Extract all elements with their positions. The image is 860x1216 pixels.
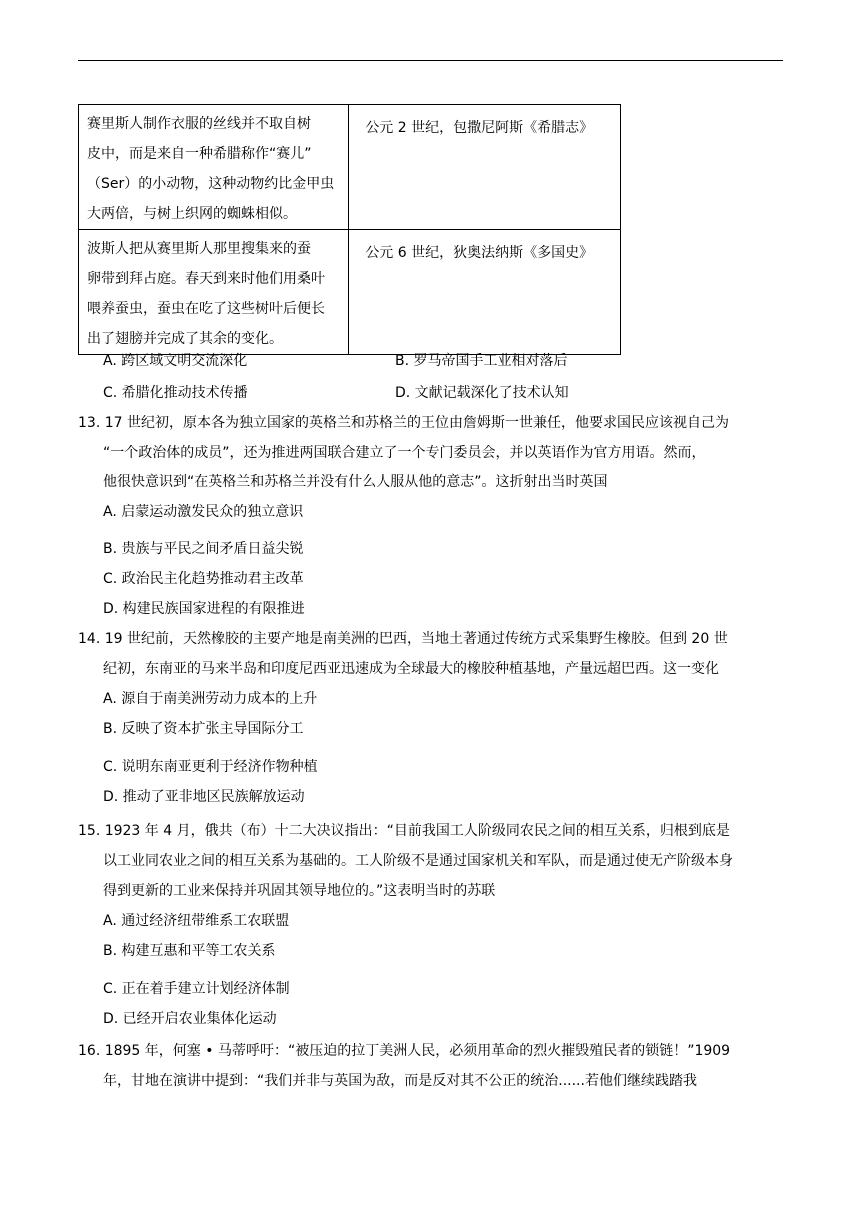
q14-option-c: C. 说明东南亚更利于经济作物种植 (103, 759, 318, 775)
q13-option-d: D. 构建民族国家进程的有限推进 (103, 601, 305, 617)
q14-option-a: A. 源自于南美洲劳动力成本的上升 (103, 691, 318, 707)
excerpt-line: 卵带到拜占庭。春天到来时他们用桑叶 (87, 271, 325, 287)
q13-stem-line: “一个政治体的成员”，还为推进两国联合建立了一个专门委员会，并以英语作为官方用语。然而， (103, 445, 706, 461)
excerpt-line: 大两倍，与树上织网的蜘蛛相似。 (87, 206, 297, 222)
q12-option-a: A. 跨区域文明交流深化 (103, 353, 248, 369)
q12-option-d: D. 文献记载深化了技术认知 (395, 385, 569, 401)
excerpt-line: （Ser）的小动物，这种动物约比金甲虫 (87, 176, 335, 192)
q15-option-c: C. 正在着手建立计划经济体制 (103, 981, 290, 997)
q15-stem-line: 得到更新的工业来保持并巩固其领导地位的。”这表明当时的苏联 (103, 883, 496, 899)
source-citation: 公元 2 世纪，包撒尼阿斯《希腊志》 (365, 120, 594, 136)
table-cell-excerpt (79, 105, 349, 230)
table-cell-source (349, 105, 621, 230)
excerpt-line: 皮中，而是来自一种希腊称作“赛儿” (87, 146, 312, 162)
q15-option-d: D. 已经开启农业集体化运动 (103, 1011, 277, 1027)
table-row (79, 230, 621, 355)
table-cell-excerpt (79, 230, 349, 355)
q14-stem-line: 14. 19 世纪前，天然橡胶的主要产地是南美洲的巴西，当地土著通过传统方式采集野生橡胶。但到 20 世 (78, 631, 728, 647)
q15-option-a: A. 通过经济纽带维系工农联盟 (103, 913, 290, 929)
source-citation: 公元 6 世纪，狄奥法纳斯《多国史》 (365, 245, 594, 261)
q12-option-c: C. 希腊化推动技术传播 (103, 385, 248, 401)
excerpt-line: 赛里斯人制作衣服的丝线并不取自树 (87, 116, 311, 132)
table-row (79, 105, 621, 230)
q14-option-b: B. 反映了资本扩张主导国际分工 (103, 721, 304, 737)
table-cell-source (349, 230, 621, 355)
q16-stem-line: 16. 1895 年，何塞 • 马蒂呼吁：“被压迫的拉丁美洲人民，必须用革命的烈火摧毁殖民者的锁链！”1909 (78, 1043, 731, 1059)
q15-stem-line: 15. 1923 年 4 月，俄共（布）十二大决议指出：“目前我国工人阶级同农民之间的相互关系，归根到底是 (78, 823, 730, 839)
excerpt-line: 出了翅膀并完成了其余的变化。 (87, 331, 283, 347)
q13-stem-line: 13. 17 世纪初，原本各为独立国家的英格兰和苏格兰的王位由詹姆斯一世兼任，他要求国民应该视自己为 (78, 415, 729, 431)
q12-option-b: B. 罗马帝国手工业相对落后 (395, 353, 568, 369)
q13-option-a: A. 启蒙运动激发民众的独立意识 (103, 504, 304, 520)
q13-stem-line: 他很快意识到“在英格兰和苏格兰并没有什么人服从他的意志”。这折射出当时英国 (103, 474, 608, 490)
excerpt-line: 喂养蚕虫，蚕虫在吃了这些树叶后便长 (87, 301, 325, 317)
source-table (78, 104, 621, 355)
q15-stem-line: 以工业同农业之间的相互关系为基础的。工人阶级不是通过国家机关和军队，而是通过使无产阶级本身 (103, 853, 733, 869)
excerpt-line: 波斯人把从赛里斯人那里搜集来的蚕 (87, 241, 311, 257)
header-rule (78, 60, 783, 61)
q14-option-d: D. 推动了亚非地区民族解放运动 (103, 789, 305, 805)
q14-stem-line: 纪初，东南亚的马来半岛和印度尼西亚迅速成为全球最大的橡胶种植基地，产量远超巴西。这一变化 (103, 661, 719, 677)
q15-option-b: B. 构建互惠和平等工农关系 (103, 943, 276, 959)
q13-option-b: B. 贵族与平民之间矛盾日益尖锐 (103, 541, 304, 557)
q13-option-c: C. 政治民主化趋势推动君主改革 (103, 571, 304, 587)
q16-stem-line: 年，甘地在演讲中提到：“我们并非与英国为敌，而是反对其不公正的统治......若他们继续践踏我 (103, 1073, 697, 1089)
